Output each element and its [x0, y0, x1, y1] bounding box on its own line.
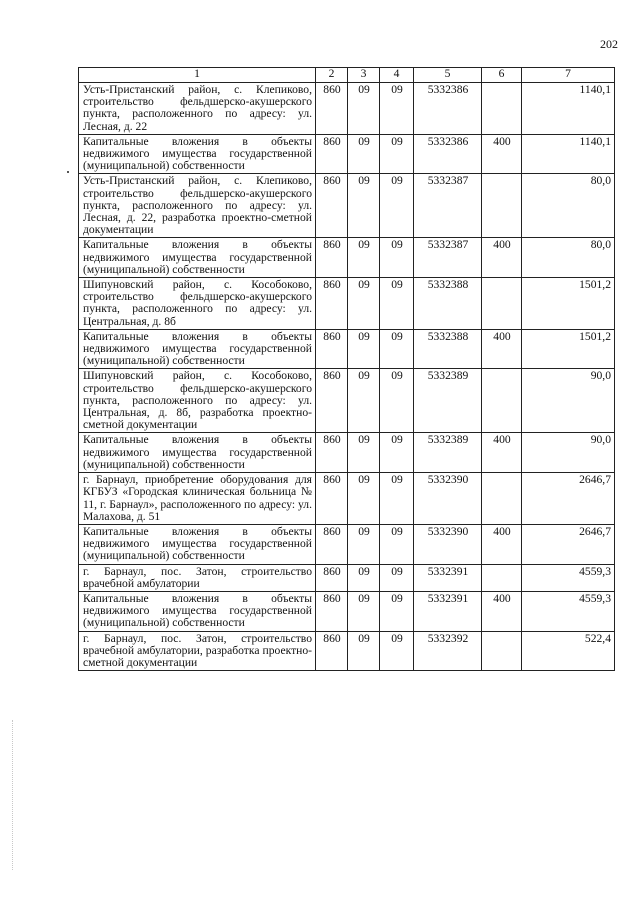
cell-subsection: 09 [380, 524, 414, 564]
cell-subsection: 09 [380, 278, 414, 330]
cell-target-article: 5332392 [414, 631, 482, 671]
cell-expense-type [482, 473, 522, 525]
col-header-1: 1 [79, 68, 316, 83]
row-description: г. Барнаул, приобретение оборудования для КГБУЗ «Городская клиническая больница № 11, г. Барнаул», расположенного по адресу: ул. Малахова, д. 51 [79, 473, 316, 525]
cell-expense-type: 400 [482, 238, 522, 278]
cell-target-article: 5332390 [414, 524, 482, 564]
cell-amount: 1140,1 [522, 134, 615, 174]
cell-section: 09 [348, 238, 380, 278]
table-row [79, 564, 615, 591]
cell-section: 09 [348, 83, 380, 135]
cell-ministry-code: 860 [316, 329, 348, 369]
row-description: Капитальные вложения в объекты недвижимого имущества государственной (муниципальной) собственности [79, 591, 316, 631]
table-row [79, 524, 615, 564]
table-row [79, 473, 615, 525]
cell-subsection: 09 [380, 134, 414, 174]
cell-ministry-code: 860 [316, 369, 348, 433]
cell-section: 09 [348, 564, 380, 591]
cell-section: 09 [348, 591, 380, 631]
table-row [79, 174, 615, 238]
cell-amount: 2646,7 [522, 524, 615, 564]
cell-section: 09 [348, 278, 380, 330]
cell-expense-type: 400 [482, 433, 522, 473]
cell-amount: 4559,3 [522, 564, 615, 591]
table-row [79, 238, 615, 278]
col-header-6: 6 [482, 68, 522, 83]
cell-ministry-code: 860 [316, 174, 348, 238]
cell-subsection: 09 [380, 591, 414, 631]
cell-section: 09 [348, 369, 380, 433]
table-row [79, 369, 615, 433]
col-header-5: 5 [414, 68, 482, 83]
cell-ministry-code: 860 [316, 238, 348, 278]
cell-expense-type [482, 83, 522, 135]
cell-section: 09 [348, 134, 380, 174]
row-description: Капитальные вложения в объекты недвижимого имущества государственной (муниципальной) собственности [79, 524, 316, 564]
cell-expense-type [482, 278, 522, 330]
cell-section: 09 [348, 329, 380, 369]
cell-expense-type: 400 [482, 329, 522, 369]
cell-target-article: 5332387 [414, 174, 482, 238]
cell-expense-type: 400 [482, 524, 522, 564]
table-row [79, 433, 615, 473]
cell-amount: 522,4 [522, 631, 615, 671]
table-row [79, 631, 615, 671]
row-description: г. Барнаул, пос. Затон, строительство врачебной амбулатории [79, 564, 316, 591]
cell-ministry-code: 860 [316, 524, 348, 564]
cell-amount: 80,0 [522, 174, 615, 238]
cell-target-article: 5332386 [414, 134, 482, 174]
cell-target-article: 5332389 [414, 369, 482, 433]
table-row [79, 83, 615, 135]
cell-ministry-code: 860 [316, 83, 348, 135]
cell-ministry-code: 860 [316, 564, 348, 591]
row-description: Капитальные вложения в объекты недвижимого имущества государственной (муниципальной) собственности [79, 433, 316, 473]
row-description: Усть-Пристанский район, с. Клепиково, строительство фельдшерско-акушерского пункта, расположенного по адресу: ул. Лесная, д. 22 [79, 83, 316, 135]
row-description: Усть-Пристанский район, с. Клепиково, строительство фельдшерско-акушерского пункта, расположенного по адресу: ул. Лесная, д. 22, разработка проектно-сметной документации [79, 174, 316, 238]
cell-expense-type [482, 631, 522, 671]
cell-amount: 90,0 [522, 433, 615, 473]
cell-expense-type [482, 369, 522, 433]
cell-target-article: 5332388 [414, 329, 482, 369]
cell-ministry-code: 860 [316, 631, 348, 671]
cell-expense-type [482, 564, 522, 591]
cell-amount: 90,0 [522, 369, 615, 433]
cell-expense-type [482, 174, 522, 238]
col-header-3: 3 [348, 68, 380, 83]
col-header-4: 4 [380, 68, 414, 83]
cell-subsection: 09 [380, 564, 414, 591]
cell-subsection: 09 [380, 329, 414, 369]
cell-subsection: 09 [380, 83, 414, 135]
cell-amount: 80,0 [522, 238, 615, 278]
table-row [79, 134, 615, 174]
cell-expense-type: 400 [482, 134, 522, 174]
cell-amount: 4559,3 [522, 591, 615, 631]
cell-target-article: 5332388 [414, 278, 482, 330]
cell-ministry-code: 860 [316, 591, 348, 631]
scan-margin-artifact [12, 720, 14, 870]
cell-subsection: 09 [380, 631, 414, 671]
row-description: г. Барнаул, пос. Затон, строительство врачебной амбулатории, разработка проектно-сметной документации [79, 631, 316, 671]
cell-section: 09 [348, 631, 380, 671]
cell-subsection: 09 [380, 369, 414, 433]
cell-expense-type: 400 [482, 591, 522, 631]
col-header-7: 7 [522, 68, 615, 83]
cell-subsection: 09 [380, 174, 414, 238]
cell-amount: 2646,7 [522, 473, 615, 525]
cell-section: 09 [348, 524, 380, 564]
cell-subsection: 09 [380, 433, 414, 473]
cell-ministry-code: 860 [316, 278, 348, 330]
cell-target-article: 5332391 [414, 564, 482, 591]
cell-target-article: 5332391 [414, 591, 482, 631]
table-row [79, 591, 615, 631]
cell-section: 09 [348, 473, 380, 525]
cell-amount: 1140,1 [522, 83, 615, 135]
header-row [79, 68, 615, 83]
row-description: Капитальные вложения в объекты недвижимого имущества государственной (муниципальной) собственности [79, 329, 316, 369]
table-row [79, 329, 615, 369]
col-header-2: 2 [316, 68, 348, 83]
row-description: Капитальные вложения в объекты недвижимого имущества государственной (муниципальной) собственности [79, 238, 316, 278]
cell-target-article: 5332389 [414, 433, 482, 473]
scan-speck [67, 171, 69, 173]
cell-target-article: 5332390 [414, 473, 482, 525]
row-description: Капитальные вложения в объекты недвижимого имущества государственной (муниципальной) собственности [79, 134, 316, 174]
cell-target-article: 5332387 [414, 238, 482, 278]
budget-table [78, 67, 615, 671]
row-description: Шипуновский район, с. Кособоково, строительство фельдшерско-акушерского пункта, расположенного по адресу: ул. Центральная, д. 8б [79, 278, 316, 330]
page-number: 202 [600, 37, 618, 51]
cell-target-article: 5332386 [414, 83, 482, 135]
cell-ministry-code: 860 [316, 433, 348, 473]
cell-subsection: 09 [380, 473, 414, 525]
table-row [79, 278, 615, 330]
cell-subsection: 09 [380, 238, 414, 278]
cell-section: 09 [348, 433, 380, 473]
cell-amount: 1501,2 [522, 278, 615, 330]
cell-ministry-code: 860 [316, 473, 348, 525]
cell-ministry-code: 860 [316, 134, 348, 174]
cell-amount: 1501,2 [522, 329, 615, 369]
row-description: Шипуновский район, с. Кособоково, строительство фельдшерско-акушерского пункта, расположенного по адресу: ул. Центральная, д. 8б, разработка проектно-сметной документации [79, 369, 316, 433]
cell-section: 09 [348, 174, 380, 238]
